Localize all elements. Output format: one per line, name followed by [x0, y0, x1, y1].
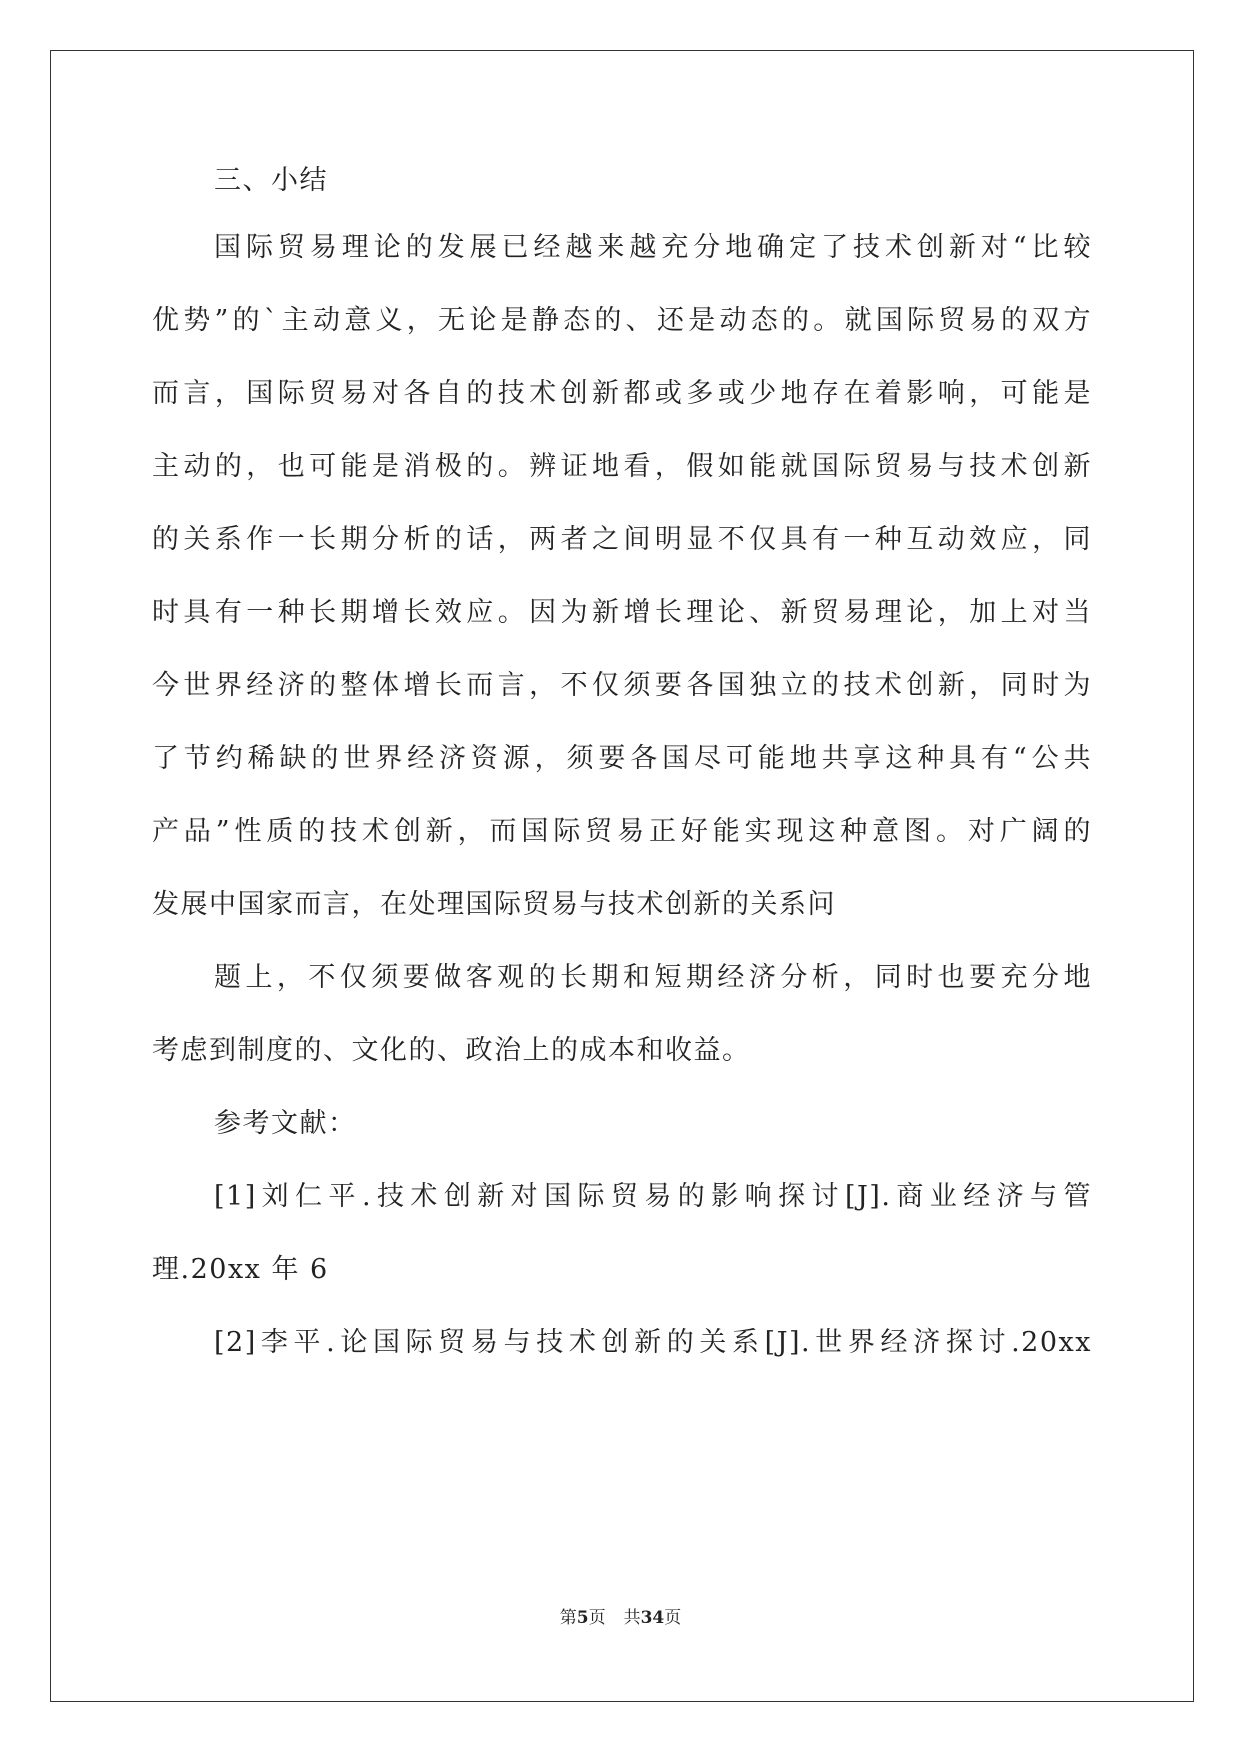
paragraph-line: 而言，国际贸易对各自的技术创新都或多或少地存在着影响，可能是 [152, 378, 1092, 409]
reference-line: [2]李平.论国际贸易与技术创新的关系[J].世界经济探讨.20xx [214, 1327, 1092, 1358]
paragraph-line: 今世界经济的整体增长而言，不仅须要各国独立的技术创新，同时为 [152, 670, 1092, 701]
paragraph-line: 优势”的`主动意义，无论是静态的、还是动态的。就国际贸易的双方 [152, 305, 1092, 336]
paragraph-line: 国际贸易理论的发展已经越来越充分地确定了技术创新对“比较 [214, 232, 1092, 263]
total-suffix: 页 [664, 1608, 682, 1628]
page-border [50, 50, 1194, 1702]
references-heading: 参考文献： [214, 1108, 357, 1139]
paragraph-line: 考虑到制度的、文化的、政治上的成本和收益。 [152, 1035, 751, 1066]
paragraph-line: 的关系作一长期分析的话，两者之间明显不仅具有一种互动效应，同 [152, 524, 1092, 555]
paragraph-line: 了节约稀缺的世界经济资源，须要各国尽可能地共享这种具有“公共 [152, 743, 1092, 774]
paragraph-line: 产品”性质的技术创新，而国际贸易正好能实现这种意图。对广阔的 [152, 816, 1092, 847]
paragraph-line: 发展中国家而言，在处理国际贸易与技术创新的关系问 [152, 889, 836, 920]
section-heading: 三、小结 [214, 165, 328, 196]
page-prefix: 第 [559, 1608, 577, 1628]
page-number: 5 [576, 1608, 589, 1628]
paragraph-line: 主动的，也可能是消极的。辨证地看，假如能就国际贸易与技术创新 [152, 451, 1092, 482]
total-pages: 34 [640, 1608, 665, 1628]
reference-line: [1]刘仁平.技术创新对国际贸易的影响探讨[J].商业经济与管 [214, 1181, 1092, 1212]
reference-line: 理.20xx 年 6 [152, 1254, 329, 1285]
paragraph-line: 题上，不仅须要做客观的长期和短期经济分析，同时也要充分地 [214, 962, 1092, 993]
page-suffix: 页 [588, 1608, 606, 1628]
page-footer [0, 1608, 1241, 1628]
total-prefix: 共 [623, 1608, 641, 1628]
paragraph-line: 时具有一种长期增长效应。因为新增长理论、新贸易理论，加上对当 [152, 597, 1092, 628]
